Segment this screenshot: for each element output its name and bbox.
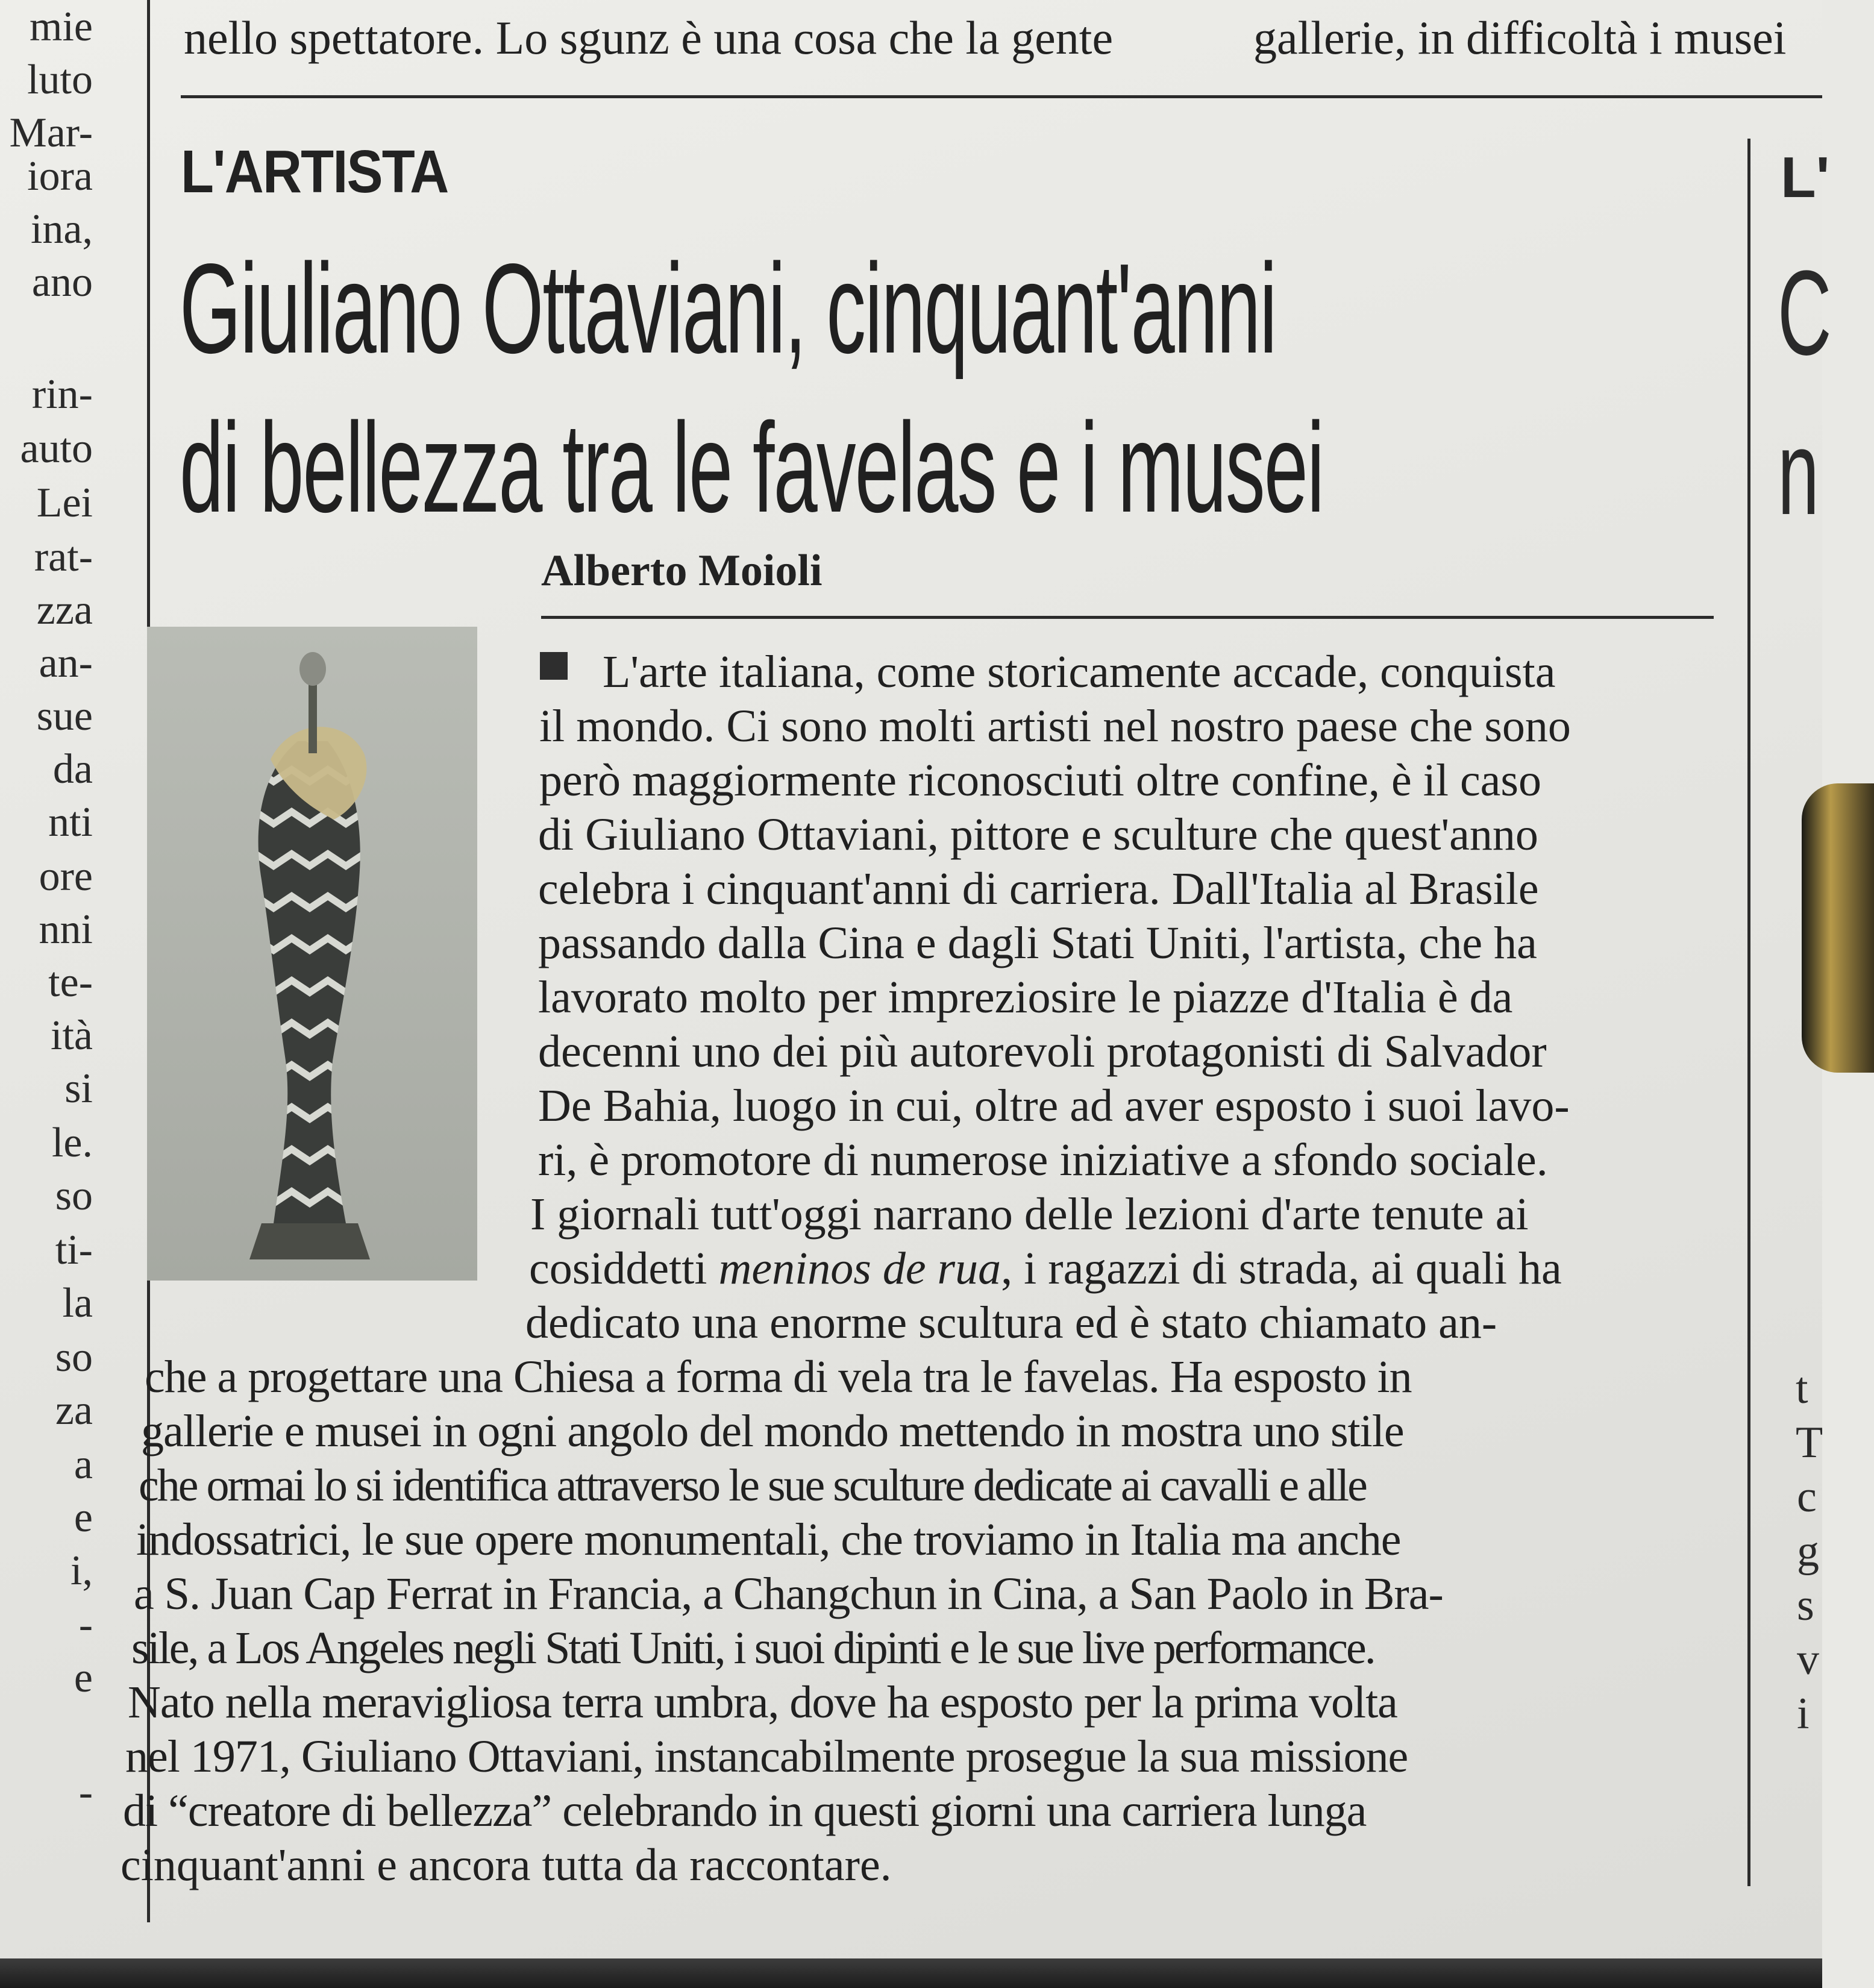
left-fragment: - [78,1769,93,1816]
left-fragment: nti [48,799,93,845]
sculpture-image [147,627,477,1281]
byline: Alberto Moioli [541,546,823,595]
article-line: De Bahia, luogo in cui, oltre ad aver esposto i suoi lavo- [538,1080,1570,1131]
left-fragment: i, [71,1547,93,1594]
article-line: cinquant'anni e ancora tutta da raccontare. [121,1840,892,1890]
left-fragment: sue [36,693,93,739]
article-line: decenni uno dei più autorevoli protagonisti di Salvador [538,1026,1547,1077]
article-line: Nato nella meravigliosa terra umbra, dove ha esposto per la prima volta [128,1677,1397,1728]
left-fragment: da [52,746,93,792]
left-fragment: mie [30,4,93,50]
article-line: lavorato molto per impreziosire le piazze d'Italia è da [538,972,1513,1023]
left-fragment: si [64,1065,93,1112]
article-line: di “creatore di bellezza” celebrando in questi giorni una carriera lunga [123,1786,1367,1836]
left-fragment: ina, [30,206,93,252]
article-line: il mondo. Ci sono molti artisti nel nostro paese che sono [539,701,1571,751]
right-fragment: c [1797,1472,1817,1522]
left-fragment: rat- [34,534,93,580]
left-fragment: e [74,1655,93,1701]
byline-rule [541,616,1714,619]
left-fragment: ano [31,259,93,306]
left-fragment: Lei [36,480,93,526]
table-edge [0,1958,1822,1988]
previous-article-line: nello spettatore. Lo sgunz è una cosa che la gente [184,11,1114,64]
left-fragment: te- [48,959,93,1006]
left-fragment: luto [27,57,93,103]
headline [180,229,1323,547]
article-line: a S. Juan Cap Ferrat in Francia, a Changchun in Cina, a San Paolo in Bra- [134,1569,1443,1619]
previous-article-line-right: gallerie, in difficoltà i musei [1253,11,1787,64]
article-line: però maggiormente riconosciuti oltre confine, è il caso [539,755,1541,806]
article-line: sile, a Los Angeles negli Stati Uniti, i suoi dipinti e le sue live performance. [131,1623,1374,1673]
left-fragment: ità [51,1012,93,1059]
article-line: dedicato una enorme scultura ed è stato chiamato an- [525,1297,1497,1348]
right-fragment: i [1797,1689,1810,1739]
article-line: gallerie e musei in ogni angolo del mondo mettendo in mostra uno stile [141,1406,1404,1457]
headline-line-2: di bellezza tra le favelas e i musei [180,396,1324,539]
left-fragment: - [78,1602,93,1648]
article-text: , i ragazzi di strada, ai quali ha [1001,1243,1562,1294]
left-fragment: so [55,1173,93,1219]
left-fragment: la [62,1280,93,1326]
next-photo-fragment [1802,783,1874,1073]
left-fragment: ore [39,853,93,900]
article-line: L'arte italiana, come storicamente accade, conquista [603,647,1556,697]
left-fragment: rin- [31,371,93,418]
left-fragment: e [74,1494,93,1541]
right-fragment: T [1796,1418,1823,1467]
left-fragment: iora [27,153,93,199]
left-fragment: za [55,1387,93,1434]
right-fragment: s [1797,1581,1814,1630]
top-rule [181,95,1822,98]
left-fragment: nni [39,906,93,953]
next-headline: n [1778,406,1819,540]
left-fragment: a [74,1441,93,1488]
right-fragment: v [1797,1635,1819,1684]
left-fragment: an- [39,640,93,686]
article-line: I giornali tutt'oggi narrano delle lezioni d'arte tenute ai [530,1189,1529,1240]
article-line: passando dalla Cina e dagli Stati Uniti, l'artista, che ha [538,918,1537,968]
article-line: che a progettare una Chiesa a forma di vela tra le favelas. Ha esposto in [145,1352,1412,1402]
left-fragment: le. [51,1120,93,1166]
article-text: cosiddetti [529,1243,719,1294]
next-headline: C [1778,246,1832,380]
left-fragment: zza [36,587,93,633]
left-fragment: Mar- [9,110,93,156]
article-line: celebra i cinquant'anni di carriera. Dall'Italia al Brasile [538,864,1539,914]
article-line: che ormai lo si identifica attraverso le sue sculture dedicate ai cavalli e alle [139,1460,1366,1511]
left-fragment: ti- [55,1227,93,1273]
article-line: ri, è promotore di numerose iniziative a sfondo sociale. [538,1135,1548,1185]
article-line: nel 1971, Giuliano Ottaviani, instancabilmente prosegue la sua missione [125,1731,1408,1782]
next-column-fragment [1753,0,1832,1904]
article-line [529,1243,1562,1295]
right-fragment: t [1796,1364,1808,1413]
section-kicker: L'ARTISTA [181,138,448,205]
right-fragment: g [1797,1526,1819,1576]
next-kicker: L' [1781,145,1830,210]
italic-term: meninos de rua [718,1243,1001,1294]
column-rule-right [1747,139,1750,1886]
headline-line-1: Giuliano Ottaviani, cinquant'anni [180,237,1276,380]
left-fragment: so [55,1334,93,1381]
article-line: indossatrici, le sue opere monumentali, che troviamo in Italia ma anche [136,1514,1401,1565]
article-line: di Giuliano Ottaviani, pittore e sculture che quest'anno [538,809,1538,860]
previous-column-fragment [0,0,121,1904]
sculpture-photo [147,627,477,1281]
paragraph-marker [540,652,568,680]
left-fragment: auto [20,425,93,472]
